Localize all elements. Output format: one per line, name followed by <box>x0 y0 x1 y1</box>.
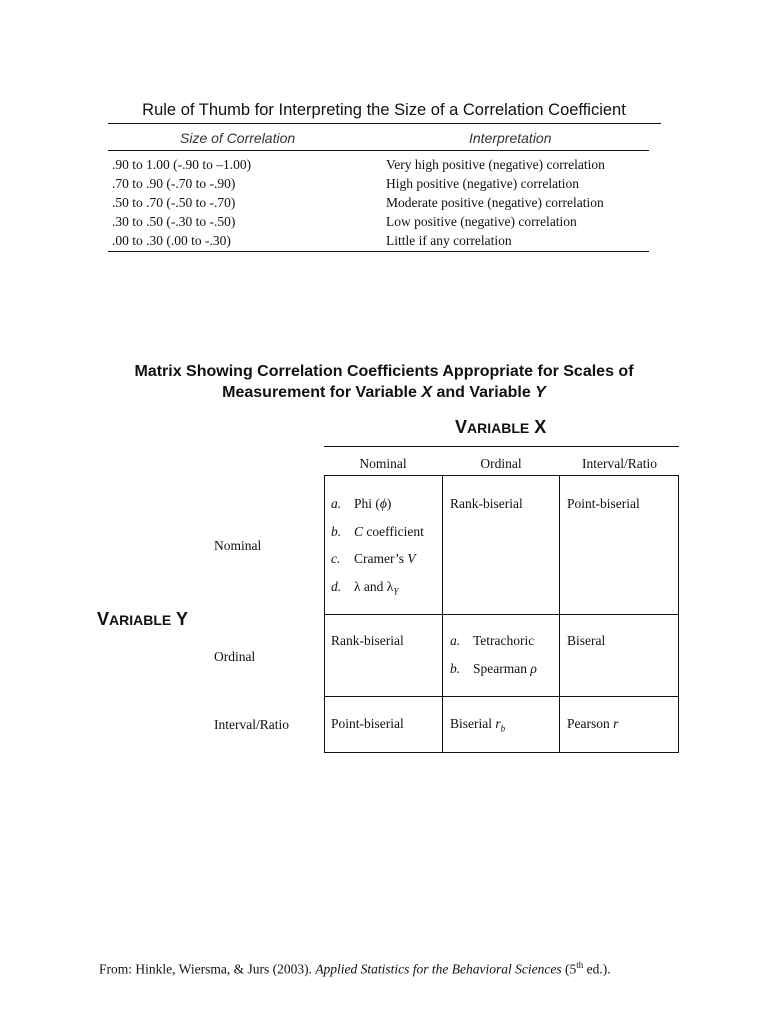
coefficient-item <box>331 579 398 597</box>
correlation-range: .00 to .30 (.00 to -.30) <box>112 233 231 248</box>
coefficient-item <box>331 524 424 540</box>
table-row <box>0 233 768 252</box>
item-letter: a. <box>331 496 342 511</box>
cell-ordinal-nominal: Rank-biserial <box>331 633 404 648</box>
variable-y-letter: Y <box>175 609 188 629</box>
table-top-rule <box>108 123 661 124</box>
citation <box>99 960 611 978</box>
correlation-interpretation: Very high positive (negative) correlation <box>386 157 605 172</box>
coefficient-item <box>331 551 416 567</box>
table-row <box>0 176 768 195</box>
item-text: coefficient <box>363 524 424 539</box>
item-after: ) <box>386 496 392 511</box>
correlation-interpretation: Low positive (negative) correlation <box>386 214 577 229</box>
item-text: λ and λ <box>354 579 394 594</box>
variable-x-initial: V <box>455 417 468 437</box>
cell-nominal-interval-ratio: Point-biserial <box>567 496 640 511</box>
cell-symbol: r <box>613 716 619 731</box>
cell-nominal-ordinal: Rank-biserial <box>450 496 523 511</box>
cell-text: Biserial <box>450 716 496 731</box>
column-header-interpretation: Interpretation <box>469 130 552 146</box>
variable-y-initial: V <box>97 609 110 629</box>
grid-divider <box>325 614 678 615</box>
table-title: Rule of Thumb for Interpreting the Size of a Correlation Coefficient <box>142 101 626 119</box>
table-row <box>0 214 768 233</box>
coefficient-item <box>331 496 391 512</box>
variable-x-heading <box>455 417 546 438</box>
matrix-title-line1: Matrix Showing Correlation Coefficients Appropriate for Scales of <box>134 363 634 380</box>
citation-edition-pre: (5 <box>561 961 577 977</box>
item-letter: b. <box>331 524 342 539</box>
item-text: Cramer’s <box>354 551 408 566</box>
item-letter: c. <box>331 551 341 566</box>
citation-book-title: Applied Statistics for the Behavioral Sciences <box>315 961 562 977</box>
item-text: Tetrachoric <box>473 633 535 648</box>
matrix-title-var-y: Y <box>535 384 546 401</box>
table-row <box>0 157 768 176</box>
cell-interval-ratio-interval-ratio <box>567 716 618 732</box>
item-letter: a. <box>450 633 461 648</box>
row-header-interval-ratio: Interval/Ratio <box>214 717 289 732</box>
item-subscript: Y <box>393 586 399 597</box>
variable-x-letter: X <box>534 417 547 437</box>
cell-interval-ratio-ordinal <box>450 716 505 734</box>
coefficient-item <box>450 661 537 677</box>
correlation-range: .70 to .90 (-.70 to -.90) <box>112 176 236 191</box>
cell-subscript: b <box>500 723 506 734</box>
item-text: Phi ( <box>354 496 380 511</box>
column-header-interval-ratio: Interval/Ratio <box>582 456 657 471</box>
item-letter: d. <box>331 579 342 594</box>
cell-text: Pearson <box>567 716 614 731</box>
table-row <box>0 195 768 214</box>
cell-symbol: r <box>495 716 501 731</box>
matrix-title <box>0 361 768 403</box>
matrix-grid <box>324 475 679 753</box>
correlation-interpretation: Moderate positive (negative) correlation <box>386 195 604 210</box>
row-header-ordinal: Ordinal <box>214 649 256 664</box>
grid-divider <box>325 696 678 697</box>
item-symbol: ρ <box>530 661 537 676</box>
column-header-size: Size of Correlation <box>180 130 296 146</box>
correlation-range: .50 to .70 (-.50 to -.70) <box>112 195 236 210</box>
table-header-rule <box>108 150 649 151</box>
row-header-nominal: Nominal <box>214 538 262 553</box>
coefficient-item <box>450 633 534 649</box>
matrix-title-var-x: X <box>421 384 433 401</box>
column-header-ordinal: Ordinal <box>480 456 522 471</box>
matrix-title-line2-pre: Measurement for Variable <box>222 384 422 401</box>
variable-y-heading <box>97 609 188 630</box>
cell-interval-ratio-nominal: Point-biserial <box>331 716 404 731</box>
column-header-nominal: Nominal <box>359 456 407 471</box>
item-symbol: ϕ <box>379 496 387 511</box>
item-symbol: V <box>407 551 416 566</box>
citation-prefix: From: Hinkle, Wiersma, & Jurs (2003). <box>99 961 316 977</box>
citation-edition-post: ed.). <box>583 961 611 977</box>
cell-ordinal-interval-ratio: Biseral <box>567 633 606 648</box>
variable-x-rest: ARIABLE <box>467 420 530 436</box>
matrix-top-rule <box>324 446 679 447</box>
item-letter: b. <box>450 661 461 676</box>
citation-edition-sup: th <box>576 960 584 970</box>
matrix-title-line2-mid: and Variable <box>432 384 536 401</box>
correlation-interpretation: High positive (negative) correlation <box>386 176 580 191</box>
item-text: Spearman <box>473 661 531 676</box>
correlation-interpretation: Little if any correlation <box>386 233 512 248</box>
item-symbol: C <box>354 524 364 539</box>
variable-y-rest: ARIABLE <box>109 612 172 628</box>
correlation-range: .30 to .50 (-.30 to -.50) <box>112 214 236 229</box>
table-bottom-rule <box>108 251 649 252</box>
correlation-range: .90 to 1.00 (-.90 to –1.00) <box>112 157 252 172</box>
